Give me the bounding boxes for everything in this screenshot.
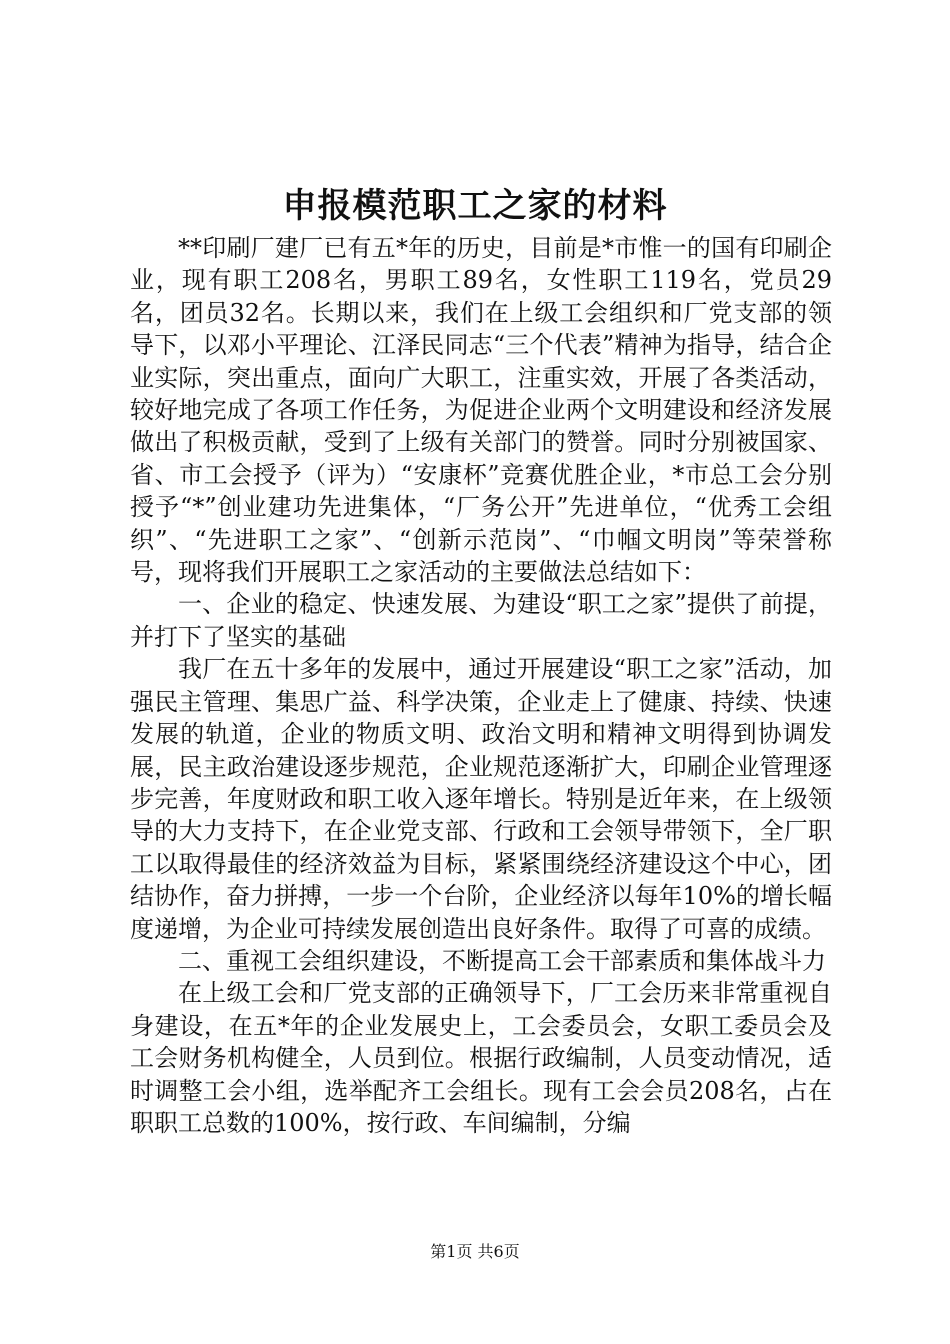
- paragraph-intro: **印刷厂建厂已有五*年的历史，目前是*市惟一的国有印刷企业，现有职工208名，男职工89名，女性职工119名，党员29名，团员32名。长期以来，我们在上级工会组织和厂党支部的领导下，以邓小平理论、江泽民同志“三个代表”精神为指导，结合企业实际，突出重点，面向广大职工，注重实效，开展了各类活动，较好地完成了各项工作任务，为促进企业两个文明建设和经济发展做出了积极贡献，受到了上级有关部门的赞誉。同时分别被国家、省、市工会授予（评为）“安康杯”竞赛优胜企业，*市总工会分别授予“*”创业建功先进集体，“厂务公开”先进单位，“优秀工会组织”、“先进职工之家”、“创新示范岗”、“巾帼文明岗”等荣誉称号，现将我们开展职工之家活动的主要做法总结如下：: [130, 234, 832, 587]
- page-number-footer: 第1页 共6页: [430, 1242, 520, 1261]
- paragraph-section-2: 在上级工会和厂党支部的正确领导下，厂工会历来非常重视自身建设，在五*年的企业发展史上，工会委员会，女职工委员会及工会财务机构健全，人员到位。根据行政编制，人员变动情况，适时调整工会小组，选举配齐工会组长。现有工会会员208名，占在职职工总数的100%，按行政、车间编制，分编: [130, 979, 832, 1137]
- section-heading-2: 二、重视工会组织建设，不断提高工会干部素质和集体战斗力: [178, 946, 826, 975]
- paragraph-section-1: 我厂在五十多年的发展中，通过开展建设“职工之家”活动，加强民主管理、集思广益、科学决策，企业走上了健康、持续、快速发展的轨道，企业的物质文明、政治文明和精神文明得到协调发展，民主政治建设逐步规范，企业规范逐渐扩大，印刷企业管理逐步完善，年度财政和职工收入逐年增长。特别是近年来，在上级领导的大力支持下，在企业党支部、行政和工会领导带领下，全厂职工以取得最佳的经济效益为目标，紧紧围绕经济建设这个中心，团结协作，奋力拼搏，一步一个台阶，企业经济以每年10%的增长幅度递增，为企业可持续发展创造出良好条件。取得了可喜的成绩。: [130, 655, 832, 943]
- document-body: [130, 232, 832, 1139]
- section-heading-1: 一、企业的稳定、快速发展、为建设“职工之家”提供了前提，并打下了坚实的基础: [130, 590, 832, 651]
- document-title: 申报模范职工之家的材料: [282, 186, 668, 226]
